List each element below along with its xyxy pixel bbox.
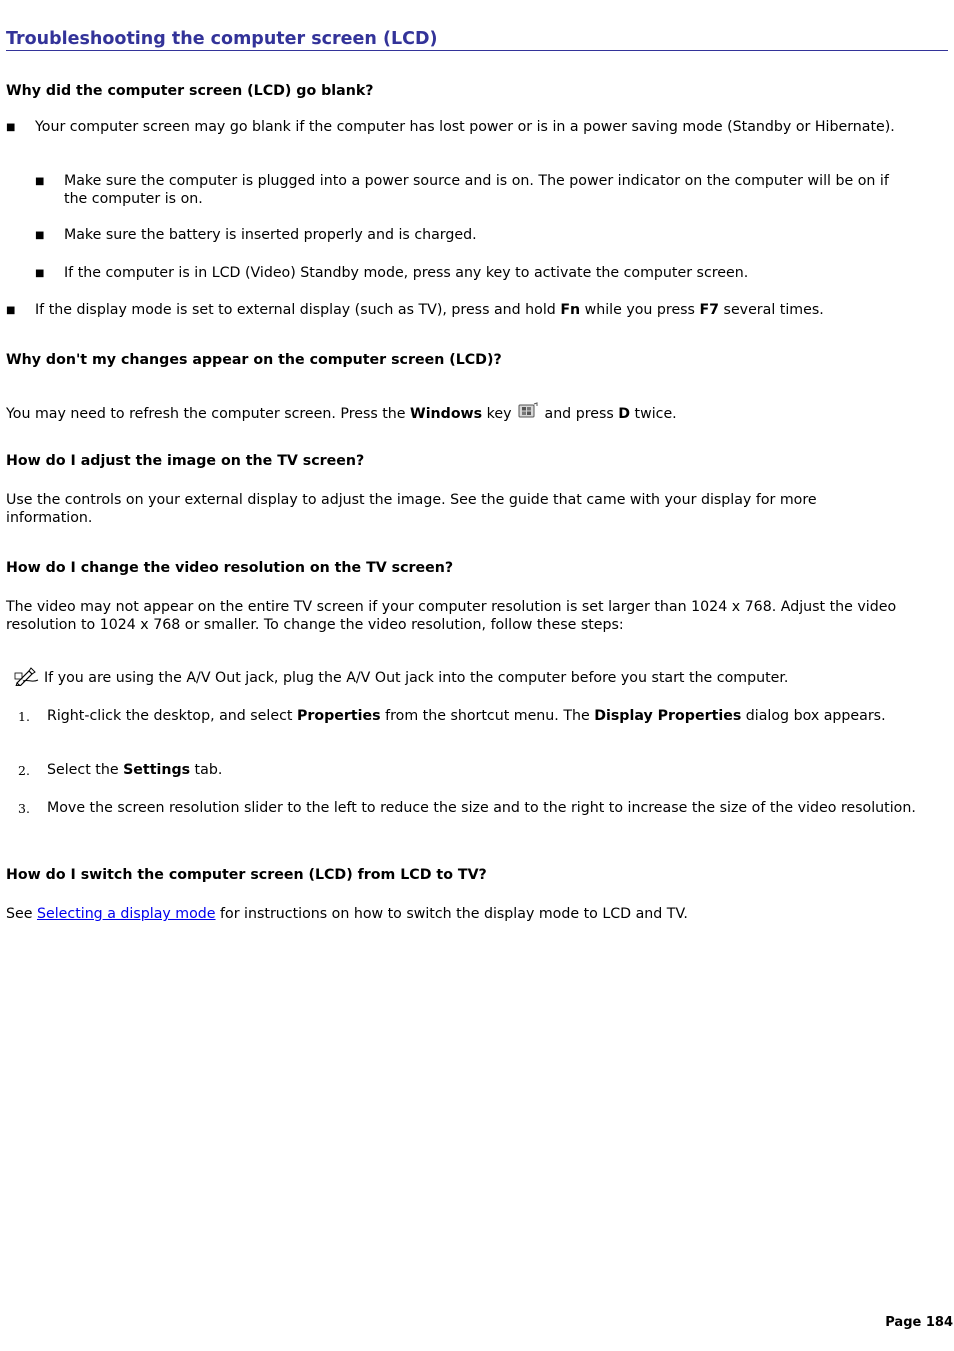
step-text: Select the Settings tab. [47, 762, 223, 778]
question-adjust: How do I adjust the image on the TV screen? [6, 453, 365, 469]
question-switch: How do I switch the computer screen (LCD) from LCD to TV? [6, 867, 487, 883]
page-number: Page 184 [885, 1315, 953, 1330]
bullet-text: Your computer screen may go blank if the computer has lost power or is in a power saving mode (Standby or Hibernate). [35, 119, 895, 135]
bullet-marker: ■ [35, 230, 45, 241]
paragraph: Use the controls on your external display to adjust the image. See the guide that came with your display for more information. [6, 492, 817, 526]
windows-key-icon [518, 402, 538, 426]
sub-bullet-text: If the computer is in LCD (Video) Standby mode, press any key to activate the computer screen. [64, 265, 749, 281]
page-title: Troubleshooting the computer screen (LCD) [6, 29, 948, 51]
step-text: Move the screen resolution slider to the left to reduce the size and to the right to increase the size of the video resolution. [47, 800, 916, 816]
bullet-text: If the display mode is set to external display (such as TV), press and hold Fn while you press F7 several times. [35, 302, 824, 318]
step-number: 2. [18, 763, 30, 778]
step-number: 3. [18, 801, 30, 816]
step-number: 1. [18, 709, 30, 724]
paragraph: You may need to refresh the computer screen. Press the Windows key and press D twice. [6, 402, 936, 426]
question-blank: Why did the computer screen (LCD) go blank? [6, 83, 374, 99]
paragraph: See Selecting a display mode for instructions on how to switch the display mode to LCD and TV. [6, 906, 688, 922]
question-resolution: How do I change the video resolution on the TV screen? [6, 560, 454, 576]
paragraph: The video may not appear on the entire TV screen if your computer resolution is set larger than 1024 x 768. Adjust the video resolution to 1024 x 768 or smaller. To change the video resolution, follow these steps: [6, 599, 897, 633]
bullet-marker: ■ [6, 305, 16, 316]
bullet-marker: ■ [35, 176, 45, 187]
question-changes: Why don't my changes appear on the computer screen (LCD)? [6, 352, 502, 368]
selecting-display-mode-link[interactable]: Selecting a display mode [36, 906, 216, 922]
bullet-marker: ■ [35, 268, 45, 279]
sub-bullet-text: Make sure the battery is inserted properly and is charged. [64, 227, 477, 243]
bullet-marker: ■ [6, 122, 16, 133]
step-text: Right-click the desktop, and select Properties from the shortcut menu. The Display Properties dialog box appears. [47, 708, 886, 724]
note-text: If you are using the A/V Out jack, plug the A/V Out jack into the computer before you start the computer. [44, 670, 789, 686]
note-pencil-icon [14, 666, 40, 690]
sub-bullet-text: Make sure the computer is plugged into a power source and is on. The power indicator on the computer will be on if the computer is on. [64, 173, 889, 207]
